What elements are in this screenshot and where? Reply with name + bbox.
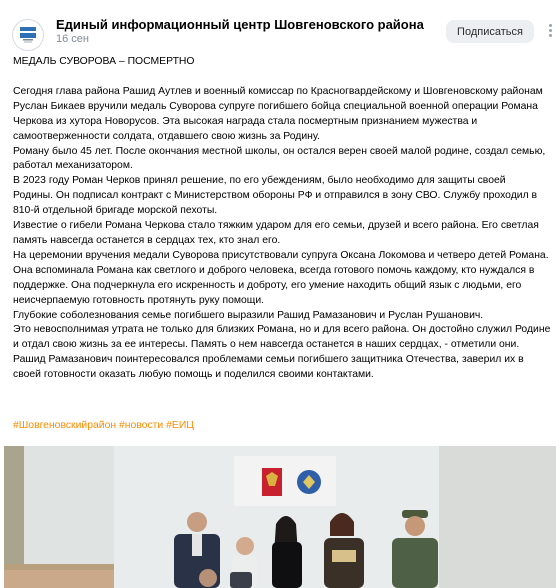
- post-line: своей готовности оказать любую помощь и поделился своими контактами.: [13, 369, 374, 381]
- post-line: Рашид Рамазанович поинтересовался проблемами семьи погибшего защитника Отечества, заверил их в: [13, 354, 524, 366]
- post-line: неисчерпаемую готовность протянуть руку помощи.: [13, 294, 265, 306]
- post-line: поддержке. Она подчеркнула его искренность и доброту, его умение находить общий язык с людьми, его: [13, 279, 522, 291]
- post-line: и отдал свою жизнь за ее интересы. Память о нем навсегда останется в наших сердцах, - отметили они.: [13, 339, 520, 351]
- post-line: Известие о гибели Романа Черкова стало тяжким ударом для его семьи, друзей и всего района. Его светлая: [13, 220, 539, 232]
- post-line: Глубокие соболезнования семье погибшего выразили Рашид Рамазанович и Руслан Рушанович.: [13, 309, 484, 321]
- post-photo[interactable]: [4, 446, 556, 588]
- post-header: [0, 0, 560, 52]
- hashtag-link[interactable]: #Шовгеновскийрайон: [13, 420, 117, 431]
- group-avatar[interactable]: [12, 19, 44, 51]
- group-name[interactable]: Единый информационный центр Шовгеновского района: [56, 17, 424, 32]
- hashtag-link[interactable]: #новости: [118, 420, 164, 431]
- post-body: [13, 55, 553, 383]
- more-dots-icon[interactable]: [543, 22, 557, 42]
- post-line: Она вспоминала Романа как светлого и доброго человека, всегда готового помочь каждому, кто нуждался в: [13, 264, 535, 276]
- post-line: Это невосполнимая утрата не только для близких Романа, но и для всего района. Он достойно служил Родине: [13, 324, 551, 336]
- regional-emblem-icon: [297, 470, 321, 494]
- post-line: На церемонии вручения медали Суворова присутствовали супруга Оксана Локомова и четверо детей Романа.: [13, 249, 549, 261]
- district-logo-icon: [17, 24, 39, 46]
- post-line: память навсегда останется в сердцах тех, кто знал его.: [13, 234, 281, 246]
- hashtag-link[interactable]: #ЕИЦ: [166, 420, 194, 431]
- post-line: 810-й отдельной бригаде морской пехоты.: [13, 205, 218, 217]
- coat-of-arms-icon: [262, 468, 282, 496]
- subscribe-button[interactable]: Подписаться: [446, 20, 534, 43]
- post-title: МЕДАЛЬ СУВОРОВА – ПОСМЕРТНО: [13, 56, 195, 67]
- post-line: Роману было 45 лет. После окончания местной школы, он остался верен своей малой родине, создал семью,: [13, 145, 546, 157]
- post-line: Сегодня глава района Рашид Аутлев и военный комиссар по Красногвардейскому и Шовгеновскому районам: [13, 85, 543, 97]
- post-line: В 2023 году Роман Черков принял решение, по его убеждениям, было необходимо для защиты своей: [13, 175, 506, 187]
- post-date[interactable]: 16 сен: [56, 33, 89, 45]
- post-line: Руслан Бикаев вручили медаль Суворова супруге погибшего бойца специальной военной операции Романа: [13, 100, 538, 112]
- ceremony-photo: [4, 446, 556, 588]
- post-line: Родины. Он подписал контракт с Министерством обороны РФ и отправился в зону СВО. Службу проходил в: [13, 190, 538, 202]
- post-line: самоотверженности солдата, отдавшего свою жизнь за Родину.: [13, 130, 320, 142]
- post-line: Черкова из хутора Новорусов. Эта высокая награда стала посмертным признанием мужества и: [13, 115, 478, 127]
- hashtags: [13, 419, 194, 433]
- post-line: работал механизатором.: [13, 160, 133, 172]
